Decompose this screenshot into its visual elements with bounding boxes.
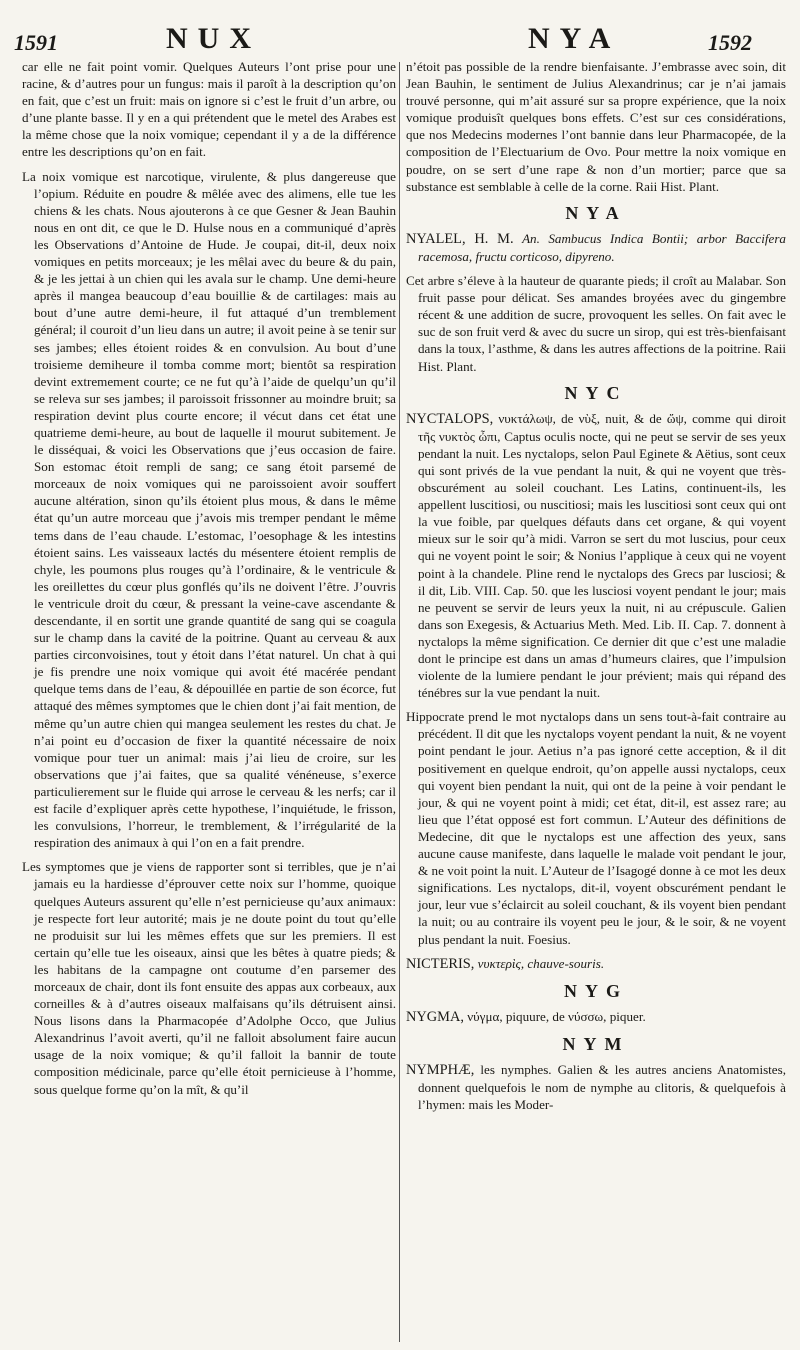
entry-nyalel-description: Cet arbre s’éleve à la hauteur de quarante pieds; il croît au Malabar. Son fruit passe pour délicat. Ses amandes broyées avec du gingembre récent & une addition de sucre, provoquent les selles. On fait avec le suc de son fruit verd & avec du sucre un sirop, qui est très-bienfaisant dans la toux, l’asthme, & dans les autres affections de la poitrine. Raii Hist. Plant. <box>406 273 786 374</box>
entry-nyalel-latin: An. Sambucus Indica Bontii; arbor Baccifera racemosa, fructu corticoso, dipyreno. <box>418 230 786 264</box>
entry-nygma-text: νύγμα, piquure, de νύσσω, piquer. <box>467 1008 646 1024</box>
right-page-number: 1592 <box>708 30 752 55</box>
entry-nymphae <box>406 1061 786 1113</box>
entry-nyalel-lemma: NYALEL, H. M. <box>406 230 514 247</box>
entry-nicteris <box>406 955 786 973</box>
entry-nygma-lemma: NYGMA, <box>406 1008 464 1025</box>
left-running-head: NUX <box>166 22 261 55</box>
entry-nyctalops <box>406 410 786 702</box>
nux-vomica-conclusion: n’étoit pas possible de la rendre bienfaisante. J’embrasse avec soin, dit Jean Bauhin, le sentiment de Julius Alexandrinus; car je n’ai jamais trouvé personne, qui m’ait assuré sur sa propre expérience, que la noix vomique produisît quelques bons effets. C’est sur ces considérations, que nos Medecins modernes l’ont bannie dans leur Pharmacopée, de la composition de l’Electuarium de Ovo. Pour mettre la noix vomique en poudre, on se sert d’une rape & non d’un mortier; parce que sa substance est semblable à celle de la corne. Raii Hist. Plant. <box>406 59 786 194</box>
left-column <box>22 58 396 1105</box>
nux-vomica-effects-paragraph: La noix vomique est narcotique, virulente, & plus dangereuse que l’opium. Réduite en poudre & mêlée avec des alimens, elle tue les chiens & les chats. Nous ajouterons à ce que Gesner & Jean Bauhin nous en ont dit, ce que le D. Hulse nous en a communiqué d’après les Observations d’Antoine de Hude. Je coupai, dit-il, deux noix vomiques en petits morceaux; je les mêlai avec du beure & du pain, & je les jettai à un chien qui les avala sur le champ. Une demi-heure après il mangea beaucoup d’eau bouillie & de cartilages: mais au bout d’une autre demi-heure, il fut attaqué d’un tremblement général; il couroit d’un lieu dans un autre; il avoit peine à se tenir sur ses jambes; elles étoient roides & en convulsion. Au bout d’une troisieme demiheure il tomba comme mort; bientôt sa respiration devint extremement courte; ce ne fut qu’à l’aide de quelqu’un qu’il se releva sur ses jambes; il paroissoit frissonner au moindre bruit; sa respiration devint plus courte encore; il vécut dans cet état une quatrieme demi-heure, au bout de laquelle il mourut subitement. Je le disséquai, & voici les Observations que j’eus occasion de faire. Son estomac étoit rempli de sang; ce sang étoit parsemé de morceaux de noix vomiques qui ne paroissoient avoir souffert aucune altération, sinon qu’ils étoient plus mous, & dans le même état qu’un autre morceau que j’avois mis tremper pendant le même tems dans de l’eau chaude. L’estomac, l’oesophage & les intestins étoient sains. Les vaisseaux lactés du mésentere étoient remplis de chyle, les poumons plus rouges qu’à l’ordinaire, & le ventricule & les oreillettes du cœur plus gonflés qu’ils ne doivent l’être. J’ouvris le ventricule droit du cœur, & pressant la veine-cave ascendante & descendante, il en sortit une grande quantité de sang qui se coagula sur le champ dans la cavité de la poitrine. Quant au cerveau & aux parties circonvoisines, tout y étoit dans l’état naturel. Un chat à qui je fis prendre une noix vomique qui avoit été macérée pendant quelque tems dans de l’eau, & dépouillée en partie de son écorce, fut attaqué des mêmes symptomes que le chien dont j’ai fait mention, de même qu’un autre chien qui mangea seulement les restes du chat. Je n’ai point eu d’occasion de fixer la quantité nécessaire de noix vomique pour tuer un animal: mais j’ai lieu de croire, sur les observations que j’ai faites, que sa qualité vénéneuse, s’exerce particulierement sur le fluide qui arrose le cerveau & les nerfs; car il est facile d’expliquer après cette hypothese, l’inquiétude, le frisson, les convulsions, l’horreur, le tremblement, & l’irrégularité de la respiration des animaux à qui l’on en a fait prendre. <box>22 168 396 851</box>
nux-vomica-continuation: car elle ne fait point vomir. Quelques Auteurs l’ont prise pour une racine, & d’autres pour un fungus: mais il paroît à la description qu’on en fait, que c’est un fruit: mais on ignore si c’est le fruit d’un arbre, ou d’une plante basse. Il y en a qui prétendent que le metel des Arabes est la même chose que la noix vomique; cependant il y a de la différence entre les descriptions qu’on en fait. <box>22 59 396 160</box>
entry-nyctalops-text: νυκτάλωψ, de νὺξ, nuit, & de ὤψ, comme qui diroit τῆς νυκτὸς ὦπι, Captus oculis nocte, qui ne peut se servir de ses yeux pendant la nuit. Les nyctalops, selon Paul Eginete & Aëtius, sont ceux qui sont privés de la vue pendant la nuit, & qui ne voyent que très-obscurément au soleil couchant. Les Latins, continuent-ils, les appellent luscitiosi, ou nuscitiosi; mais les luscitiosi sont ceux qui ont la vue foible, par quelques défauts dans cet organe, & qui voyent mieux sur le soir qu’à midi. Varron se sert du mot luscius, pour ceux qui ne voyent point le soir; & Nonius l’applique à ceux qui ne voyent point à la chandele. Pline rend le nyctalops des Grecs par lusciosi; & il dit, Lib. VIII. Cap. 50. que les lusciosi voyent pendant le jour; mais ne peuvent se servir de leurs yeux la nuit, ni au crépuscule. Galien dans son Exegesis, & Actuarius Meth. Med. Lib. II. Cap. 7. donnent à nyctalops la même signification. Ce dernier dit que c’est une maladie dont le principe est dans un amas d’humeurs claires, que l’impulsion violente de la lumiere pendant le jour prévient; mais qui répand des ténébres sur la vue pendant la nuit. <box>418 410 786 701</box>
section-heading-nym: NYM <box>562 1033 630 1054</box>
entry-nyalel <box>406 230 786 265</box>
section-heading-nya: NYA <box>565 202 627 223</box>
entry-nyctalops-lemma: NYCTALOPS, <box>406 410 494 427</box>
entry-nicteris-text: νυκτερὶς, chauve-souris. <box>477 955 605 971</box>
section-heading-nyc: NYC <box>564 382 628 403</box>
entry-nygma <box>406 1008 786 1026</box>
left-page-number: 1591 <box>14 30 58 55</box>
column-divider <box>399 62 400 1342</box>
right-column <box>406 58 786 1120</box>
section-heading-nyg: NYG <box>564 980 628 1001</box>
running-header <box>0 4 800 56</box>
entry-nicteris-lemma: NICTERIS, <box>406 955 475 972</box>
entry-nyctalops-hippocrate: Hippocrate prend le mot nyctalops dans un sens tout-à-fait contraire au précédent. Il dit que les nyctalops voyent pendant la nuit, & ne voyent point pendant le jour. Aetius n’a pas ignoré cette acception, & il dit positivement en quelque endroit, qu’on appelle aussi nyctalops, ceux qui voyent bien pendant la nuit, qui ont de la peine à voir pendant le jour, & qui ne voyent point à midi; cet état, dit-il, est assez rare; au lieu que l’état opposé est fort commun. L’Auteur des définitions de Medecine, dit que le nyctalops est une affection des yeux, sans aucune cause manifeste, dans laquelle le malade voit pendant le jour, & ne voit point la nuit. L’Auteur de l’Isagogé donne à ce mot les deux significations. Les nyctalops, dit-il, voyent obscurément pendant le jour, leur vue s’éclaircit au soleil couchant, & ils voyent bien pendant la nuit; ou au contraire ils voyent peu le jour, & le soir, & ne voyent plus pendant la nuit. Foesius. <box>406 709 786 947</box>
nux-vomica-symptoms-paragraph: Les symptomes que je viens de rapporter sont si terribles, que je n’ai jamais eu la hardiesse d’éprouver cette noix sur l’homme, quoique quelques Auteurs assurent qu’elle n’est pernicieuse qu’aux animaux: je respecte fort leur autorité; mais je ne doute point du tout qu’elle ne produisit sur lui les mêmes effets que sur les premiers. Il est certain qu’elle tue les oiseaux, ainsi que les bêtes à quatre pieds; & les habitans de la campagne ont coutume d’en parsemer des morceaux de chair, dont ils font ensuite des appas aux corbeaux, aux corneilles & à d’autres oiseaux malfaisans qu’ils détruisent ainsi. Nous lisons dans la Pharmacopée d’Adolphe Occo, que Julius Alexandrinus l’avoit averti, qu’il ne falloit absolument faire aucun usage de la noix vomique; & qu’il falloit la bannir de toute composition médicinale, parce qu’elle étoit pernicieuse à l’homme, sous quelque forme qu’on la mît, & qu’il <box>22 859 396 1097</box>
right-running-head: NYA <box>528 22 621 55</box>
entry-nymphae-text: les nymphes. Galien & les autres anciens Anatomistes, donnent quelquefois le nom de nymphe au clitoris, & quelquefois à l’hymen: mais les Moder- <box>418 1061 786 1113</box>
entry-nymphae-lemma: NYMPHÆ, <box>406 1061 475 1078</box>
